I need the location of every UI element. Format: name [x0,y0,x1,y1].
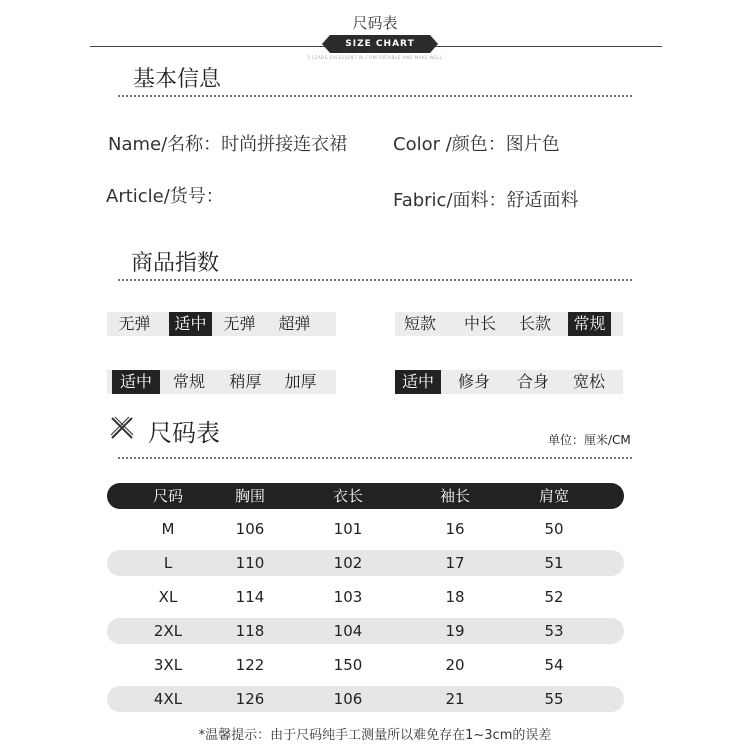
size-chart-ribbon: SIZE CHART [330,35,430,53]
table-cell: 16 [445,520,465,538]
attr-option-selected: 适中 [169,312,212,336]
table-cell: 50 [544,520,564,538]
scissors-icon [108,414,136,442]
attr-option: 加厚 [284,372,317,391]
column-header: 肩宽 [538,487,569,505]
attr-option: 修身 [457,372,490,391]
product-article: Article/货号： [106,186,224,207]
table-cell: 18 [445,588,465,606]
table-cell: 17 [445,554,465,572]
basic-info-title: 基本信息 [133,67,222,92]
table-header [107,483,624,509]
table-cell: 52 [544,588,564,606]
table-cell: 110 [235,554,265,572]
table-row [107,652,624,678]
size-chart-title: 尺码表 [148,419,220,447]
table-cell: M [161,520,175,538]
table-row [107,686,624,712]
table-row [107,550,624,576]
size-chart-divider [118,457,632,459]
unit-label: 单位：厘米/CM [548,433,631,447]
table-row [107,618,624,644]
table-cell: 122 [235,656,265,674]
column-header: 衣长 [332,487,363,505]
attr-option: 无弹 [118,314,151,333]
table-cell: 118 [235,622,265,640]
product-color: Color /颜色：图片色 [393,134,560,155]
index-title: 商品指数 [131,251,220,276]
table-cell: 101 [333,520,363,538]
table-cell: 102 [333,554,363,572]
table-cell: 55 [544,690,564,708]
length-row [395,312,623,336]
basic-info-divider [118,95,632,97]
header-tagline: 5 LEADS EXCELLENT IN COMFORTABLE AND MAKE WELL [307,55,443,60]
index-divider [118,279,632,281]
attr-option: 宽松 [572,372,605,391]
column-header: 袖长 [439,487,470,505]
table-cell: 106 [333,690,363,708]
thickness-row [107,370,336,394]
table-cell: L [163,554,173,572]
attr-option-selected: 常规 [568,312,611,336]
table-cell: 106 [235,520,265,538]
attr-option: 中长 [463,314,496,333]
attr-option: 无弹 [223,314,256,333]
table-cell: 53 [544,622,564,640]
table-cell: 21 [445,690,465,708]
attr-option: 常规 [172,372,205,391]
table-cell: 114 [235,588,265,606]
header-title: 尺码表 [352,14,398,32]
attr-option: 短款 [403,314,436,333]
product-fabric: Fabric/面料：舒适面料 [393,190,579,211]
attr-option-selected: 适中 [112,370,160,394]
attr-option: 稍厚 [229,372,262,391]
table-cell: 19 [445,622,465,640]
table-cell: 126 [235,690,265,708]
table-row [107,516,624,542]
table-cell: 103 [333,588,363,606]
table-cell: 104 [333,622,363,640]
attr-option-selected: 适中 [395,370,441,394]
table-cell: 3XL [153,656,183,674]
column-header: 胸围 [234,487,265,505]
table-cell: 20 [445,656,465,674]
table-cell: 2XL [153,622,183,640]
table-cell: 4XL [153,690,183,708]
table-cell: XL [158,588,178,606]
product-name: Name/名称：时尚拼接连衣裙 [108,134,348,155]
column-header: 尺码 [152,487,183,505]
table-cell: 54 [544,656,564,674]
attr-option: 合身 [516,372,549,391]
attr-option: 长款 [518,314,551,333]
measurement-note: *温馨提示：由于尺码纯手工测量所以难免存在1~3cm的误差 [198,728,552,743]
fit-row [395,370,623,394]
table-row [107,584,624,610]
elasticity-row [107,312,336,336]
table-cell: 51 [544,554,564,572]
attr-option: 超弹 [278,314,311,333]
table-cell: 150 [333,656,363,674]
